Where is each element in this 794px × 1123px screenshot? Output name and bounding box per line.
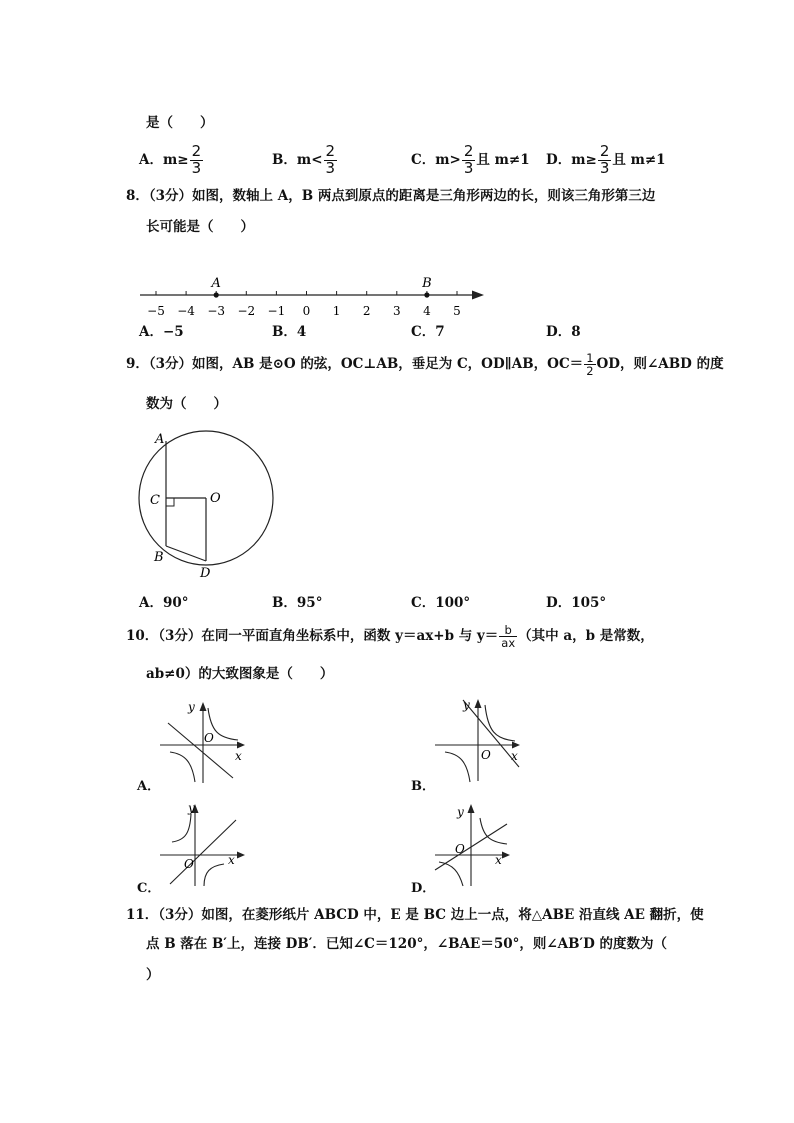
option-label: B． [272, 151, 297, 168]
point-a-dot [214, 292, 219, 297]
graph-b [433, 695, 528, 785]
hyperbola-branch [172, 814, 191, 842]
q7-option-a[interactable] [139, 144, 204, 177]
option-text: m≥ [162, 151, 189, 168]
label-b: B [154, 550, 164, 565]
graph-d-option[interactable]: D． [411, 881, 436, 896]
number-line-tick-label: −1 [267, 304, 286, 318]
number-line-arrow [472, 291, 484, 300]
q8-option-a[interactable]: A．−5 [139, 324, 184, 340]
stem-text-post: （其中 a，b 是常数， [518, 628, 654, 645]
number-line-tick-label: 1 [332, 304, 341, 318]
q10-stem-line1 [126, 624, 654, 649]
fraction [598, 144, 612, 177]
y-axis-label: y [457, 805, 464, 819]
hyperbola-branch [204, 864, 224, 886]
origin-label: O [184, 857, 194, 871]
fraction [462, 144, 476, 177]
q11-stem-line3: ） [146, 967, 160, 983]
q9-option-c[interactable]: C．100° [411, 595, 471, 611]
q8-stem-line2: 长可能是（ ） [146, 219, 254, 235]
line-graph [168, 723, 233, 778]
x-axis-label: x [511, 749, 518, 763]
fraction [584, 352, 595, 377]
graph-a-option[interactable]: A． [137, 779, 161, 794]
fraction-denominator: 3 [325, 158, 336, 177]
q8-stem-line1: 8．（3分）如图，数轴上 A，B 两点到原点的距离是三角形两边的长，则该三角形第三边 [126, 188, 656, 204]
y-axis-label: y [188, 801, 195, 815]
fraction-numerator: 2 [599, 142, 610, 160]
option-label: A． [139, 151, 163, 168]
option-text: m< [296, 151, 323, 168]
point-b-label: B [422, 276, 432, 291]
circle-figure [130, 425, 290, 585]
fraction-numerator: 2 [191, 142, 202, 160]
x-axis-label: x [235, 749, 242, 763]
fraction-denominator: 2 [586, 364, 594, 379]
fraction-denominator: ax [501, 636, 516, 651]
number-line-figure [130, 272, 490, 322]
origin-label: O [204, 731, 214, 745]
point-b-dot [424, 292, 429, 297]
number-line-tick-label: −2 [237, 304, 256, 318]
origin-label: O [455, 842, 465, 856]
hyperbola-branch [485, 705, 515, 741]
graph-d [433, 800, 528, 888]
q9-option-b[interactable]: B．95° [272, 595, 323, 611]
fraction-denominator: 3 [191, 158, 202, 177]
q9-option-d[interactable]: D．105° [546, 595, 607, 611]
graph-c [158, 800, 253, 888]
fraction-numerator: 2 [463, 142, 474, 160]
hyperbola-branch [445, 752, 470, 782]
q8-option-d[interactable]: D．8 [546, 324, 581, 340]
number-line-tick-label: 3 [392, 304, 401, 318]
x-axis-label: x [495, 853, 502, 867]
option-text: m≥ [571, 151, 597, 168]
y-axis-label: y [188, 700, 195, 714]
fraction-denominator: 3 [599, 158, 610, 177]
number-line-tick-label: −4 [177, 304, 195, 318]
fraction-numerator: b [499, 624, 517, 637]
q9-stem-line1 [126, 352, 724, 377]
q7-option-d[interactable] [546, 144, 666, 177]
stem-text-post: OD，则∠ABD 的度 [596, 356, 724, 373]
number-line-tick-label: 2 [362, 304, 371, 318]
line-graph [170, 820, 236, 884]
label-a: A [155, 432, 165, 447]
stem-text: 10．（3分）在同一平面直角坐标系中，函数 y＝ax+b 与 y＝ [126, 628, 499, 645]
y-axis-label: y [463, 698, 470, 712]
right-angle-mark [166, 498, 174, 506]
number-line-tick-label: −3 [207, 304, 226, 318]
number-line-tick-label: 4 [423, 304, 431, 318]
label-o: O [210, 491, 221, 506]
fraction-denominator: 3 [463, 158, 474, 177]
fraction [190, 144, 204, 177]
q8-option-b[interactable]: B．4 [272, 324, 307, 340]
option-text-post: 且 m≠1 [612, 151, 666, 168]
fraction [324, 144, 338, 177]
segment-bd [166, 546, 206, 561]
q7-option-b[interactable] [272, 144, 338, 177]
hyperbola-branch [170, 752, 195, 782]
q11-stem-line2: 点 B 落在 B′上，连接 DB′．已知∠C＝120°，∠BAE＝50°，则∠AB′D 的度数为（ [146, 936, 668, 952]
point-a-label: A [211, 276, 221, 291]
option-label: C． [411, 151, 436, 168]
graph-b-option[interactable]: B． [411, 779, 435, 794]
fraction-numerator: 1 [586, 351, 594, 365]
graph-a [158, 698, 253, 786]
q7-option-c[interactable] [411, 144, 530, 177]
hyperbola-branch [480, 818, 507, 844]
q10-stem-line2: ab≠0）的大致图象是（ ） [146, 666, 334, 682]
number-line-tick-label: 0 [302, 304, 311, 318]
q8-option-c[interactable]: C．7 [411, 324, 445, 340]
q9-stem-line2: 数为（ ） [146, 396, 227, 412]
label-d: D [200, 566, 211, 581]
number-line-tick-label: 5 [453, 304, 461, 318]
fraction-numerator: 2 [325, 142, 336, 160]
x-axis-label: x [228, 853, 235, 867]
label-c: C [150, 493, 160, 508]
option-label: D． [546, 151, 572, 168]
q9-option-a[interactable]: A．90° [139, 595, 189, 611]
number-line-tick-label: −5 [147, 304, 165, 318]
origin-label: O [481, 748, 491, 762]
stem-text: 9．（3分）如图，AB 是⊙O 的弦，OC⊥AB，垂足为 C，OD∥AB，OC＝ [126, 356, 584, 373]
q11-stem-line1: 11．（3分）如图，在菱形纸片 ABCD 中，E 是 BC 边上一点，将△ABE 沿直线 AE 翻折，使 [126, 907, 704, 923]
option-text-post: 且 m≠1 [476, 151, 530, 168]
graph-c-option[interactable]: C． [137, 881, 161, 896]
fraction [499, 624, 517, 649]
option-text: m> [435, 151, 461, 168]
q7-stem-end: 是（ ） [146, 115, 214, 131]
